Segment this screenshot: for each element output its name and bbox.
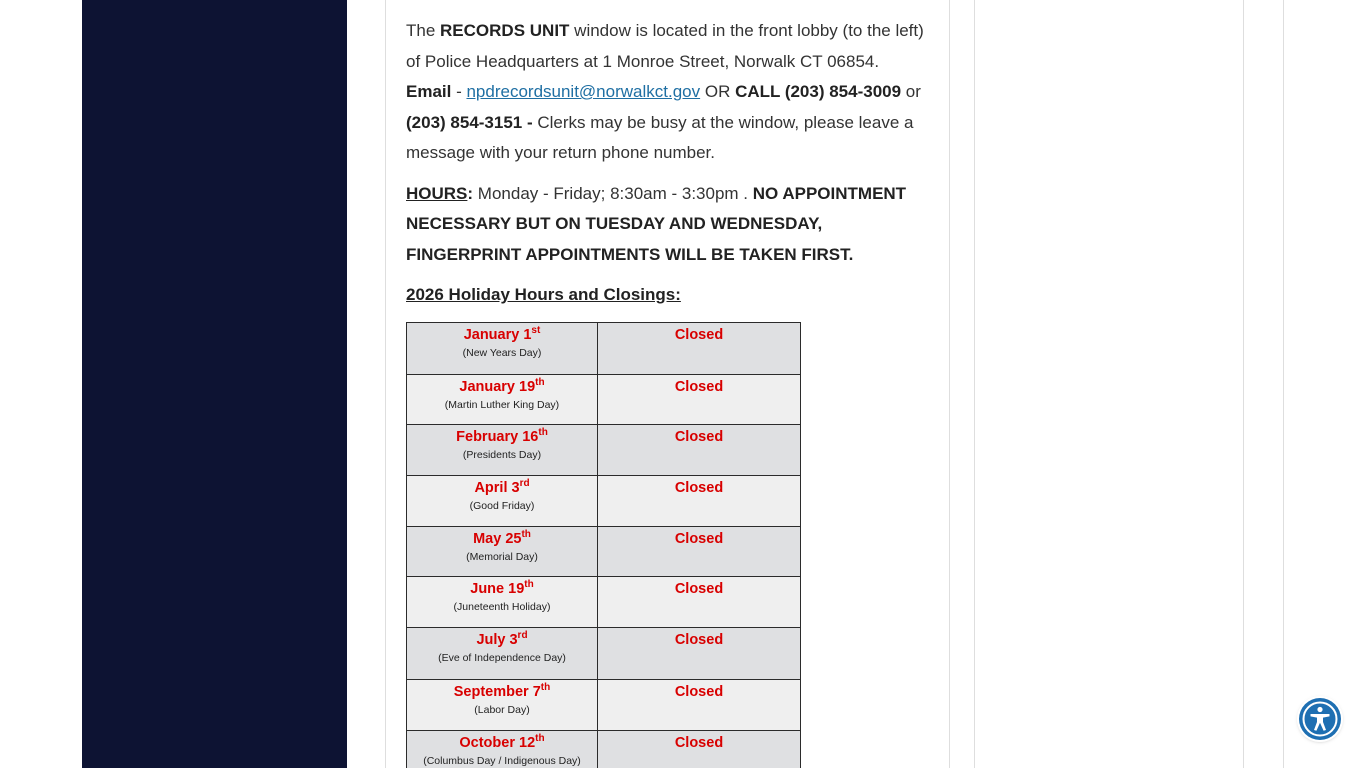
date-suffix: th xyxy=(524,579,534,590)
holiday-name: (Memorial Day) xyxy=(466,551,538,563)
accessibility-button[interactable] xyxy=(1299,698,1341,740)
closed-status: Closed xyxy=(674,379,724,395)
closed-status: Closed xyxy=(674,684,724,700)
holiday-row xyxy=(407,680,801,731)
date-suffix: st xyxy=(531,325,541,336)
holiday-date-cell xyxy=(407,323,598,375)
date-suffix: th xyxy=(538,427,548,438)
holiday-status-cell xyxy=(598,680,801,731)
holiday-name: (Martin Luther King Day) xyxy=(444,399,560,411)
holiday-row xyxy=(407,577,801,628)
email-link[interactable]: npdrecordsunit@norwalkct.gov xyxy=(466,82,701,101)
closed-status: Closed xyxy=(674,581,724,597)
closed-status: Closed xyxy=(674,429,724,445)
date-suffix: th xyxy=(535,733,545,744)
closed-status: Closed xyxy=(674,327,724,343)
clerks-note: Clerks may be busy at the window, please leave a message with your return phone number. xyxy=(406,112,914,162)
holiday-date: February 16th xyxy=(456,427,548,445)
holiday-name: (Labor Day) xyxy=(474,704,530,716)
call-phone-number: CALL (203) 854-3009 xyxy=(735,82,902,101)
email-separator: - xyxy=(451,82,467,101)
holiday-row xyxy=(407,375,801,425)
holiday-status-cell xyxy=(598,731,801,768)
second-phone-number: (203) 854-3151 - xyxy=(406,112,533,132)
email-label: Email xyxy=(406,82,452,101)
closed-status: Closed xyxy=(674,480,724,496)
holiday-name: (Presidents Day) xyxy=(462,449,542,461)
holiday-status-cell xyxy=(598,527,801,577)
holiday-date-cell xyxy=(407,476,598,527)
holiday-date: September 7th xyxy=(453,682,551,700)
holiday-name: (Columbus Day / Indigenous Day) xyxy=(423,755,581,767)
holiday-heading xyxy=(406,280,936,311)
records-unit-paragraph xyxy=(406,16,936,169)
holiday-date: October 12th xyxy=(459,733,545,751)
holiday-status-cell xyxy=(598,628,801,680)
holiday-date: May 25th xyxy=(473,529,531,547)
holiday-row xyxy=(407,323,801,375)
hours-colon: : xyxy=(467,183,474,203)
holiday-date-cell xyxy=(407,628,598,680)
holiday-status-cell xyxy=(598,425,801,476)
holiday-status-cell xyxy=(598,323,801,375)
date-suffix: th xyxy=(521,529,531,540)
hours-paragraph xyxy=(406,179,936,271)
holiday-closings-table xyxy=(406,322,801,768)
holiday-date: January 1st xyxy=(463,325,541,343)
accessibility-icon xyxy=(1299,698,1341,740)
location-text: window is located in the front lobby (to the left) of Police Headquarters at 1 Monroe Street, Norwalk CT 06854. xyxy=(406,21,924,71)
holiday-row xyxy=(407,425,801,476)
appointment-notice: NO APPOINTMENT NECESSARY BUT ON TUESDAY AND WEDNESDAY, FINGERPRINT APPOINTMENTS WILL BE TAKEN FIRST. xyxy=(406,183,907,264)
closed-status: Closed xyxy=(674,632,724,648)
holiday-name: (New Years Day) xyxy=(462,347,542,359)
closed-status: Closed xyxy=(674,735,724,751)
holiday-heading-text: 2026 Holiday Hours and Closings: xyxy=(406,285,681,304)
hours-schedule: Monday - Friday; 8:30am - 3:30pm . xyxy=(473,183,749,203)
holiday-date-cell xyxy=(407,527,598,577)
or-text-2: or xyxy=(901,82,921,101)
intro-text: The xyxy=(406,21,441,40)
or-text: OR xyxy=(700,82,736,101)
date-suffix: th xyxy=(535,377,545,388)
holiday-name: (Good Friday) xyxy=(469,500,535,512)
holiday-status-cell xyxy=(598,476,801,527)
holiday-row xyxy=(407,527,801,577)
records-unit-info xyxy=(406,16,936,311)
date-suffix: rd xyxy=(519,478,530,489)
right-sidebar-column xyxy=(974,0,1244,768)
holiday-status-cell xyxy=(598,577,801,628)
holiday-date-cell xyxy=(407,680,598,731)
holiday-status-cell xyxy=(598,375,801,425)
holiday-date: June 19th xyxy=(470,579,534,597)
holiday-date: January 19th xyxy=(459,377,545,395)
holiday-name: (Eve of Independence Day) xyxy=(438,652,566,664)
holiday-date-cell xyxy=(407,425,598,476)
hours-label: HOURS xyxy=(406,183,468,203)
right-edge-divider xyxy=(1283,0,1284,768)
left-navy-band xyxy=(82,0,347,768)
holiday-date-cell xyxy=(407,577,598,628)
holiday-date-cell xyxy=(407,375,598,425)
holiday-date: July 3rd xyxy=(476,630,528,648)
records-unit-label: RECORDS UNIT xyxy=(440,21,570,40)
closed-status: Closed xyxy=(674,531,724,547)
date-suffix: th xyxy=(540,682,551,693)
holiday-date: April 3rd xyxy=(474,478,530,496)
holiday-name: (Juneteenth Holiday) xyxy=(453,601,551,613)
date-suffix: rd xyxy=(517,630,528,641)
holiday-row xyxy=(407,628,801,680)
holiday-row xyxy=(407,476,801,527)
holiday-date-cell xyxy=(407,731,598,768)
holiday-row xyxy=(407,731,801,768)
